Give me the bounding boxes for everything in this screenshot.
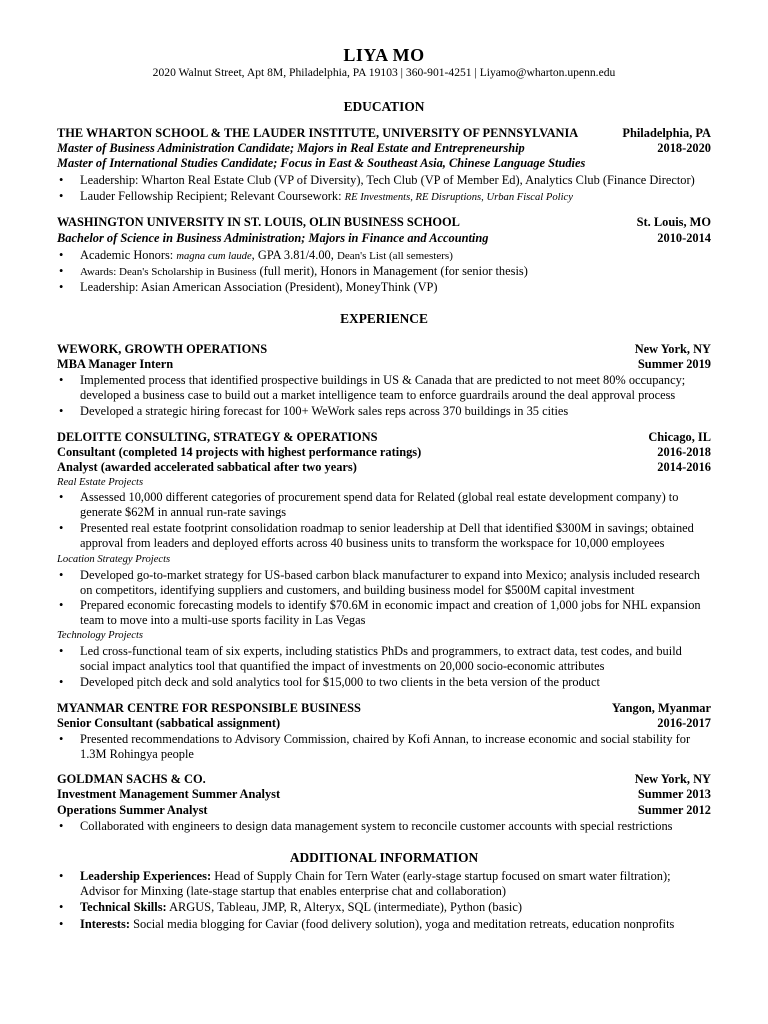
myanmar-title: Senior Consultant (sabbatical assignment) <box>57 716 281 730</box>
deloitte-bullet-2 <box>57 521 711 551</box>
deloitte-b5-line1: Led cross-functional team of six experts, including statistics PhDs and programmers, to extract data, test codes, and build <box>80 644 682 658</box>
wharton-bullet-leadership: • Leadership: Wharton Real Estate Club (VP of Diversity), Tech Club (VP of Member Ed), Analytics Club (Finance Director) <box>57 173 711 188</box>
wharton-dates: 2018-2020 <box>657 141 711 155</box>
candidate-name: LIYA MO <box>343 45 425 65</box>
wework-title-row <box>57 357 711 372</box>
goldman-title1-row <box>57 787 711 802</box>
education-heading: EDUCATION <box>343 99 425 114</box>
awards-scholarship: Awards: Dean's Scholarship in Business <box>80 266 257 278</box>
wework-company: WEWORK, GROWTH OPERATIONS <box>57 342 268 356</box>
wework-b1-line1: Implemented process that identified prospective buildings in US & Canada that are predicted to not meet 80% occupancy; <box>80 373 686 387</box>
interests-text: Social media blogging for Caviar (food delivery solution), yoga and meditation retreats, education nonprofits <box>130 917 675 931</box>
washu-bullet-awards <box>57 264 711 280</box>
deloitte-sub-location: Location Strategy Projects <box>57 554 171 565</box>
awards-rest: (full merit), Honors in Management (for senior thesis) <box>256 264 528 278</box>
deloitte-header <box>57 430 711 445</box>
goldman-dates1: Summer 2013 <box>637 787 711 801</box>
myanmar-b1-line2: 1.3M Rohingya people <box>80 747 194 762</box>
goldman-dates2: Summer 2012 <box>637 803 711 817</box>
deloitte-bullet-6: • Developed pitch deck and sold analytics tool for $15,000 to two clients in the beta version of the product <box>57 675 711 690</box>
experience-heading: EXPERIENCE <box>340 311 428 326</box>
myanmar-b1-line1: Presented recommendations to Advisory Commission, chaired by Kofi Annan, to increase economic and social stability for <box>80 732 691 746</box>
wharton-header <box>57 126 711 141</box>
wework-header <box>57 342 711 357</box>
deloitte-location: Chicago, IL <box>648 430 711 444</box>
deloitte-b4-line2: team to move into a multi-use sports facility in Las Vegas <box>80 613 366 628</box>
skills-label: Technical Skills: <box>80 900 167 914</box>
deloitte-b1-line1: Assessed 10,000 different categories of procurement spend data for Related (global real estate development company) to <box>80 490 679 504</box>
goldman-bullet-1: • Collaborated with engineers to design data management system to reconcile customer accounts with special restrictions <box>57 819 711 834</box>
deloitte-title1-row <box>57 445 711 460</box>
deloitte-title1: Consultant (completed 14 projects with highest performance ratings) <box>57 445 422 459</box>
goldman-title1: Investment Management Summer Analyst <box>57 787 281 801</box>
wharton-degree1: Master of Business Administration Candidate; Majors in Real Estate and Entrepreneurship <box>57 141 525 155</box>
deloitte-sub-technology: Technology Projects <box>57 630 144 641</box>
goldman-location: New York, NY <box>634 772 711 786</box>
goldman-title2: Operations Summer Analyst <box>57 803 208 817</box>
deloitte-company: DELOITTE CONSULTING, STRATEGY & OPERATIONS <box>57 430 378 444</box>
honors-label: Academic Honors: <box>80 248 177 262</box>
wharton-degree-row <box>57 141 711 156</box>
deloitte-b1-line2: generate $62M in annual run-rate savings <box>80 505 287 520</box>
wework-b1-line2: developed a business case to build out a market intelligence team to enforce guardrails around the deal approval process <box>80 388 676 403</box>
deloitte-title2-row <box>57 460 711 475</box>
myanmar-header <box>57 701 711 716</box>
wharton-bullet-coursework <box>57 189 711 205</box>
washu-bullet-leadership: • Leadership: Asian American Association (President), MoneyThink (VP) <box>57 280 711 295</box>
leadership-line2: Advisor for Minxing (late-stage startup that enables enterprise chat and collaboration) <box>80 884 506 899</box>
deloitte-bullet-5 <box>57 644 711 674</box>
deloitte-b2-line1: Presented real estate footprint consolidation roadmap to senior leadership at Dell that identified $300M in savings; obtained <box>80 521 694 535</box>
goldman-header <box>57 772 711 787</box>
additional-bullet-skills <box>57 900 711 915</box>
washu-bullet-honors <box>57 248 711 264</box>
wharton-school: THE WHARTON SCHOOL & THE LAUDER INSTITUTE, UNIVERSITY OF PENNSYLVANIA <box>57 126 579 140</box>
washu-degree: Bachelor of Science in Business Administration; Majors in Finance and Accounting <box>57 231 489 245</box>
washu-school: WASHINGTON UNIVERSITY IN ST. LOUIS, OLIN BUSINESS SCHOOL <box>57 215 460 229</box>
deloitte-dates1: 2016-2018 <box>657 445 711 459</box>
wharton-location: Philadelphia, PA <box>622 126 711 140</box>
wework-bullet-2: • Developed a strategic hiring forecast for 100+ WeWork sales reps across 370 buildings in 35 cities <box>57 404 711 419</box>
honors-deans-list: Dean's List (all semesters) <box>336 250 453 262</box>
washu-degree-row <box>57 231 711 246</box>
honors-latin: magna cum laude <box>176 251 252 262</box>
myanmar-bullet-1 <box>57 732 711 762</box>
contact-line: 2020 Walnut Street, Apt 8M, Philadelphia, PA 19103 | 360-901-4251 | Liyamo@wharton.upenn.edu <box>152 66 616 79</box>
additional-bullet-interests <box>57 917 711 932</box>
coursework-lead: Lauder Fellowship Recipient; Relevant Coursework: <box>80 189 345 203</box>
goldman-title2-row <box>57 803 711 818</box>
myanmar-company: MYANMAR CENTRE FOR RESPONSIBLE BUSINESS <box>57 701 361 715</box>
deloitte-b4-line1: Prepared economic forecasting models to identify $70.6M in economic impact and creation of 1,000 jobs for NHL expansion <box>80 598 701 612</box>
wharton-degree2: Master of International Studies Candidate; Focus in East & Southeast Asia, Chinese Language Studies <box>57 156 586 170</box>
deloitte-b3-line1: Developed go-to-market strategy for US-based carbon black manufacturer to expand into Mexico; analysis included research <box>80 568 700 582</box>
deloitte-b5-line2: social impact analytics tool that quantified the impact of investments on 20,000 socio-economic attributes <box>80 659 605 674</box>
deloitte-bullet-1 <box>57 490 711 520</box>
myanmar-title-row <box>57 716 711 731</box>
myanmar-dates: 2016-2017 <box>657 716 711 730</box>
deloitte-bullet-4 <box>57 598 711 628</box>
washu-header <box>57 215 711 230</box>
leadership-label: Leadership Experiences: <box>80 869 212 883</box>
additional-bullet-leadership <box>57 869 711 899</box>
washu-dates: 2010-2014 <box>657 231 711 245</box>
leadership-line1: Head of Supply Chain for Tern Water (early-stage startup focused on smart water filtration); <box>211 869 671 883</box>
coursework-list: RE Investments, RE Disruptions, Urban Fiscal Policy <box>344 192 573 203</box>
skills-text: ARGUS, Tableau, JMP, R, Alteryx, SQL (intermediate), Python (basic) <box>166 900 522 914</box>
deloitte-sub-real-estate: Real Estate Projects <box>57 477 144 488</box>
wework-title: MBA Manager Intern <box>57 357 174 371</box>
deloitte-dates2: 2014-2016 <box>657 460 711 474</box>
deloitte-bullet-3 <box>57 568 711 598</box>
myanmar-location: Yangon, Myanmar <box>611 701 711 715</box>
additional-heading: ADDITIONAL INFORMATION <box>289 850 479 865</box>
honors-gpa: , GPA 3.81/4.00, <box>251 248 337 262</box>
wework-location: New York, NY <box>634 342 711 356</box>
washu-location: St. Louis, MO <box>636 215 711 229</box>
wework-dates: Summer 2019 <box>637 357 711 371</box>
goldman-company: GOLDMAN SACHS & CO. <box>57 772 206 786</box>
deloitte-b3-line2: on competitors, identifying suppliers and customers, and building business model for $500M capital investment <box>80 583 635 598</box>
deloitte-title2: Analyst (awarded accelerated sabbatical after two years) <box>57 460 357 474</box>
interests-label: Interests: <box>80 917 131 931</box>
wework-bullet-1 <box>57 373 711 403</box>
deloitte-b2-line2: approval from leaders and deployed efforts across 40 business units to transform the workspace for 10,000 employees <box>80 536 665 551</box>
